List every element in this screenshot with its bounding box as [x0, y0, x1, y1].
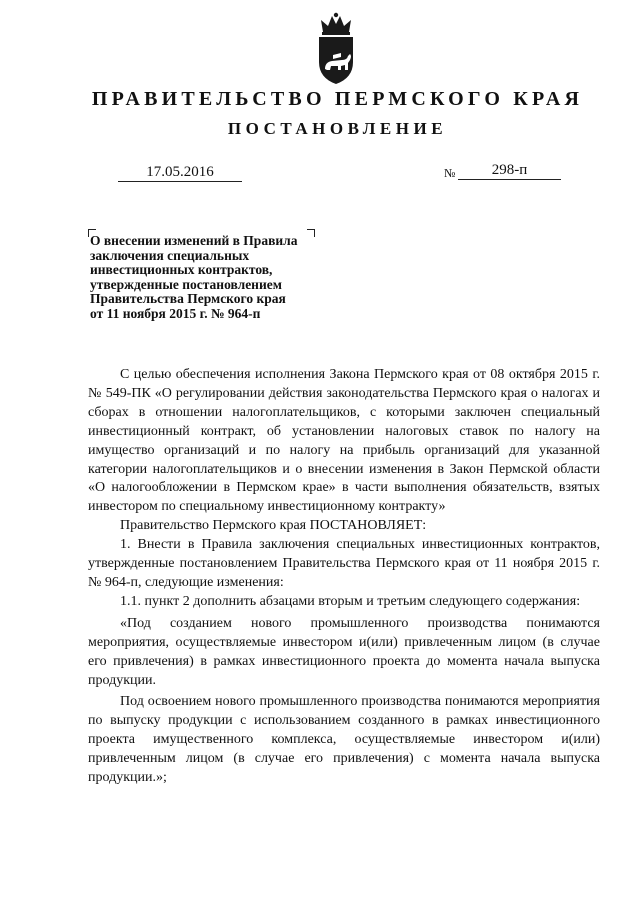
subject-line: утвержденные постановлением — [90, 276, 282, 292]
body-paragraph: Под освоением нового промышленного производства понимаются мероприятия по выпуску продукции с использованием созданного в рамках инвестиционного проекта имущественного комплекса, осуществляемые инвестором и(или) привлеченным лицом (в случае его привлечения) с момента начала выпуска продукции.»; — [88, 694, 600, 786]
subject-line: Правительства Пермского края — [90, 291, 286, 307]
document-date: 17.05.2016 — [118, 163, 242, 182]
subject-line: инвестиционных контрактов, — [90, 262, 273, 278]
body-paragraph: Правительство Пермского края ПОСТАНОВЛЯЕТ: — [120, 518, 427, 534]
document-number: 298-п — [458, 161, 561, 180]
government-title: ПРАВИТЕЛЬСТВО ПЕРМСКОГО КРАЯ — [91, 88, 584, 110]
number-sign: № — [444, 166, 456, 180]
document-subject — [90, 234, 330, 322]
body-paragraph: 1.1. пункт 2 дополнить абзацами вторым и третьим следующего содержания: — [120, 593, 581, 609]
body-paragraph: «Под созданием нового промышленного производства понимаются мероприятия, осуществляемые инвестором и(или) привлеченным лицом (в случае его привлечения) в рамках инвестиционного проекта до момента начала выпуска продукции. — [88, 615, 600, 688]
body-paragraph: 1. Внести в Правила заключения специальных инвестиционных контрактов, утвержденные постановлением Правительства Пермского края от 11 ноября 2015 г. № 964-п, следующие изменения: — [88, 537, 600, 590]
subject-line: О внесении изменений в Правила — [90, 233, 298, 248]
subject-line: заключения специальных — [90, 247, 250, 263]
document-type-title: ПОСТАНОВЛЕНИЕ — [227, 119, 448, 138]
body-paragraph: С целью обеспечения исполнения Закона Пермского края от 08 октября 2015 г. № 549-ПК «О регулировании действия законодательства Пермского края о налогах и сборах в отношении налогоплательщиков, с которыми заключен специальный инвестиционный контракт, об установлении налоговых ставок по налогу на имущество организаций и по налогу на прибыль организаций для указанной категории налогоплательщиков и о внесении изменения в Закон Пермской области «О налогообложении в Пермском крае» в части выполнения обязательств, взятых инвестором по специальному инвестиционному контракту» — [88, 367, 600, 515]
subject-line: от 11 ноября 2015 г. № 964-п — [90, 305, 261, 321]
document-body — [88, 366, 600, 788]
perm-krai-coat-of-arms-icon — [311, 12, 361, 86]
